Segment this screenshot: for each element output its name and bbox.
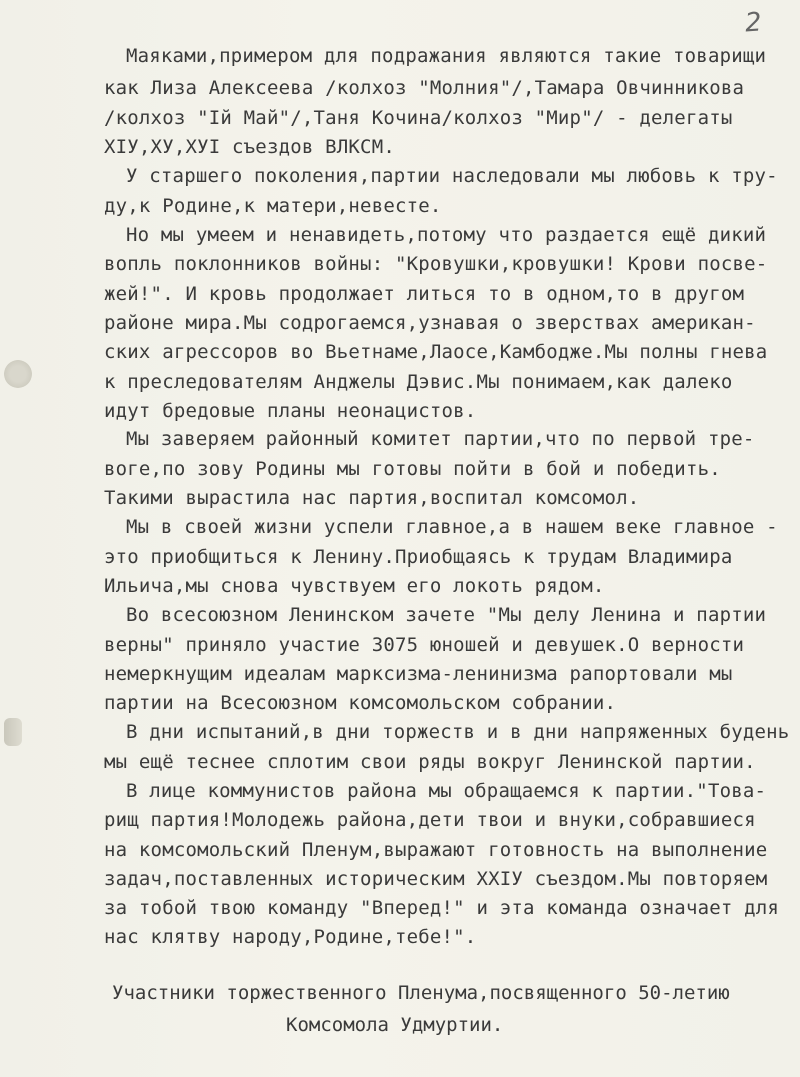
text-line: на комсомольский Пленум,выражают готовность на выполнение [104, 839, 768, 861]
text-line: районе мира.Мы содрогаемся,узнавая о зверствах американ- [104, 312, 756, 334]
page-number: 2 [744, 7, 764, 39]
text-line: В лице коммунистов района мы обращаемся к партии."Това- [126, 780, 767, 802]
text-line: ду,к Родине,к матери,невесте. [104, 195, 442, 217]
text-line: нас клятву народу,Родине,тебе!". [104, 926, 477, 948]
hole-punch-mark [4, 718, 22, 746]
text-line: верны" приняло участие 3075 юношей и девушек.О верности [104, 634, 745, 656]
text-line: как Лиза Алексеева /колхоз "Молния"/,Тамара Овчинникова [104, 77, 745, 99]
hole-punch-mark [4, 360, 32, 388]
signature-line: Участники торжественного Пленума,посвященного 50-летию [112, 982, 730, 1004]
text-line: Маяками,примером для подражания являются такие товарищи [126, 45, 767, 67]
text-line: это приобщиться к Ленину.Приобщаясь к трудам Владимира [104, 546, 733, 568]
text-line: вопль поклонников войны: "Кровушки,кровушки! Крови посве- [104, 253, 768, 275]
text-line: Но мы умеем и ненавидеть,потому что раздается ещё дикий [126, 224, 767, 246]
text-line: за тобой твою команду "Вперед!" и эта команда означает для [104, 897, 780, 919]
text-line: рищ партия!Молодежь района,дети твои и внуки,собравшиеся [104, 809, 756, 831]
text-line: партии на Всесоюзном комсомольском собрании. [104, 692, 617, 714]
text-line: Мы заверяем районный комитет партии,что по первой тре- [126, 428, 755, 450]
signature-line: Комсомола Удмуртии. [286, 1014, 504, 1036]
text-line: Мы в своей жизни успели главное,а в нашем веке главное - [126, 516, 778, 538]
text-line: ских агрессоров во Вьетнаме,Лаосе,Камбодже.Мы полны гнева [104, 341, 768, 363]
text-line: к преследователям Анджелы Дэвис.Мы понимаем,как далеко [104, 371, 733, 393]
text-line: задач,поставленных историческим ХХIУ съездом.Мы повторяем [104, 868, 768, 890]
text-line: В дни испытаний,в дни торжеств и в дни напряженных будень [126, 721, 790, 743]
text-line: У старшего поколения,партии наследовали мы любовь к тру- [126, 165, 778, 187]
text-line: немеркнущим идеалам марксизма-ленинизма рапортовали мы [104, 663, 733, 685]
text-line: ХIУ,ХУ,ХУI съездов ВЛКСМ. [104, 136, 395, 158]
text-line: Такими вырастила нас партия,воспитал комсомол. [104, 487, 640, 509]
text-line: Ильича,мы снова чувствуем его локоть рядом. [104, 575, 605, 597]
text-line: /колхоз "Iй Май"/,Таня Кочина/колхоз "Мир"/ - делегаты [104, 107, 733, 129]
text-line: Во всесоюзном Ленинском зачете "Мы делу Ленина и партии [126, 604, 767, 626]
text-line: жей!". И кровь продолжает литься то в одном,то в другом [104, 283, 745, 305]
text-line: идут бредовые планы неонацистов. [104, 400, 477, 422]
text-line: воге,по зову Родины мы готовы пойти в бой и победить. [104, 458, 721, 480]
text-line: мы ещё теснее сплотим свои ряды вокруг Ленинской партии. [104, 751, 756, 773]
